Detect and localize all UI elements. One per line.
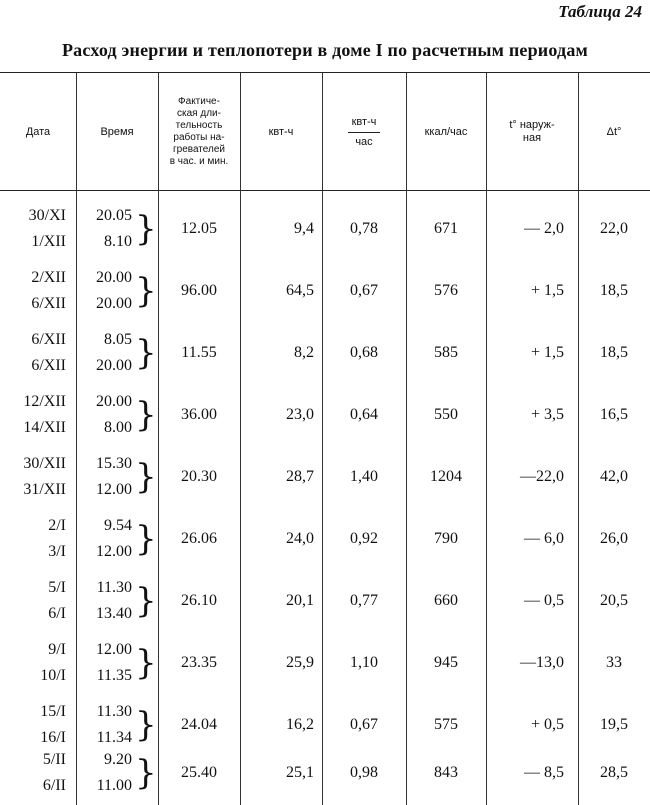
- rate-cell: 0,64: [350, 406, 378, 423]
- rate-cell: 0,67: [350, 716, 378, 733]
- kwh-cell: 24,0: [286, 530, 314, 547]
- table-row: [0, 742, 650, 804]
- kcal-cell: 575: [434, 716, 458, 733]
- end-time: 12.00: [96, 481, 132, 498]
- table-row: [0, 570, 650, 632]
- date-cell: [0, 198, 74, 260]
- date-cell: [0, 742, 74, 804]
- header-rate: [322, 76, 406, 188]
- table-row: [0, 384, 650, 446]
- kwh-cell: 64,5: [286, 282, 314, 299]
- kcal-cell: 660: [434, 592, 458, 609]
- start-date: 9/I: [48, 641, 66, 658]
- start-date: 5/II: [42, 751, 66, 768]
- start-time: 11.30: [96, 579, 132, 596]
- rate-cell: 0,78: [350, 220, 378, 237]
- header-top-rule: [0, 72, 650, 73]
- start-date: 2/I: [48, 517, 66, 534]
- end-time: 12.00: [96, 543, 132, 560]
- outdoor-temp-cell: — 0,5: [524, 592, 564, 609]
- start-date: 5/I: [48, 579, 66, 596]
- table-row: [0, 322, 650, 384]
- brace: }: [135, 395, 157, 435]
- start-time: 9.54: [104, 517, 132, 534]
- rate-cell: 0,68: [350, 344, 378, 361]
- brace: }: [135, 333, 157, 373]
- date-cell: [0, 570, 74, 632]
- delta-t-cell: 20,5: [600, 592, 628, 609]
- duration-cell: 24.04: [181, 716, 217, 733]
- outdoor-temp-cell: —22,0: [520, 468, 564, 485]
- header-delta-t: Δt°: [606, 125, 622, 138]
- kcal-cell: 790: [434, 530, 458, 547]
- header-bottom-rule: [0, 190, 650, 191]
- kcal-cell: 1204: [430, 468, 462, 485]
- end-time: 11.35: [96, 667, 132, 684]
- start-date: 6/XII: [31, 331, 66, 348]
- end-date: 1/XII: [31, 233, 66, 250]
- duration-cell: 23.35: [181, 654, 217, 671]
- end-date: 6/I: [48, 605, 66, 622]
- kwh-cell: 8,2: [294, 344, 314, 361]
- duration-cell: 26.06: [181, 530, 217, 547]
- header-rate-denominator: час: [355, 135, 373, 148]
- start-date: 12/XII: [23, 393, 66, 410]
- kwh-cell: 23,0: [286, 406, 314, 423]
- delta-t-cell: 28,5: [600, 764, 628, 781]
- start-time: 20.05: [96, 207, 132, 224]
- header-duration-line: работы на-: [173, 132, 225, 143]
- brace: }: [135, 643, 157, 683]
- header-outdoor-temp: [486, 76, 578, 188]
- duration-cell: 26.10: [181, 592, 217, 609]
- duration-cell: 11.55: [181, 344, 217, 361]
- kcal-cell: 585: [434, 344, 458, 361]
- end-time: 8.10: [104, 233, 132, 250]
- header-time: Время: [100, 125, 134, 138]
- rate-cell: 0,67: [350, 282, 378, 299]
- rate-cell: 1,40: [350, 468, 378, 485]
- header-kcal: ккал/час: [424, 125, 468, 138]
- outdoor-temp-cell: + 1,5: [530, 344, 564, 361]
- outdoor-temp-cell: — 2,0: [524, 220, 564, 237]
- outdoor-temp-cell: — 6,0: [524, 530, 564, 547]
- header-kwh: квт-ч: [268, 125, 294, 138]
- end-time: 20.00: [96, 295, 132, 312]
- end-time: 8.00: [104, 419, 132, 436]
- start-date: 15/I: [40, 703, 66, 720]
- end-date: 6/II: [42, 777, 66, 794]
- date-cell: [0, 446, 74, 508]
- kcal-cell: 945: [434, 654, 458, 671]
- delta-t-cell: 33: [606, 654, 622, 671]
- duration-cell: 12.05: [181, 220, 217, 237]
- kcal-cell: 576: [434, 282, 458, 299]
- kwh-cell: 20,1: [286, 592, 314, 609]
- table-row: [0, 446, 650, 508]
- start-time: 8.05: [104, 331, 132, 348]
- table-title: Расход энергии и теплопотери в доме I по расчетным периодам: [61, 40, 589, 60]
- header-duration-line: Фактиче-: [178, 96, 220, 107]
- kcal-cell: 550: [434, 406, 458, 423]
- end-date: 10/I: [40, 667, 66, 684]
- duration-cell: 20.30: [181, 468, 217, 485]
- brace: }: [135, 519, 157, 559]
- end-date: 31/XII: [23, 481, 66, 498]
- date-cell: [0, 384, 74, 446]
- header-duration-line: гревателей: [172, 144, 225, 155]
- delta-t-cell: 42,0: [600, 468, 628, 485]
- end-date: 6/XII: [31, 295, 66, 312]
- start-time: 15.30: [96, 455, 132, 472]
- end-time: 11.34: [96, 729, 132, 746]
- start-time: 9.20: [104, 751, 132, 768]
- header-rate-numerator: квт-ч: [348, 116, 381, 133]
- brace: }: [135, 209, 157, 249]
- end-date: 6/XII: [31, 357, 66, 374]
- brace: }: [135, 581, 157, 621]
- date-cell: [0, 632, 74, 694]
- delta-t-cell: 16,5: [600, 406, 628, 423]
- kcal-cell: 671: [434, 220, 458, 237]
- outdoor-temp-cell: — 8,5: [524, 764, 564, 781]
- rate-cell: 1,10: [350, 654, 378, 671]
- brace: }: [135, 753, 157, 793]
- delta-t-cell: 18,5: [600, 282, 628, 299]
- date-cell: [0, 508, 74, 570]
- start-time: 11.30: [96, 703, 132, 720]
- rate-cell: 0,98: [350, 764, 378, 781]
- header-duration-line: в час. и мин.: [169, 156, 229, 167]
- duration-cell: 25.40: [181, 764, 217, 781]
- header-duration: [158, 76, 240, 188]
- start-time: 20.00: [96, 393, 132, 410]
- kwh-cell: 28,7: [286, 468, 314, 485]
- outdoor-temp-cell: —13,0: [520, 654, 564, 671]
- table-row: [0, 508, 650, 570]
- kcal-cell: 843: [434, 764, 458, 781]
- end-time: 20.00: [96, 357, 132, 374]
- delta-t-cell: 19,5: [600, 716, 628, 733]
- outdoor-temp-cell: + 3,5: [530, 406, 564, 423]
- table-row: [0, 260, 650, 322]
- table-row: [0, 632, 650, 694]
- end-time: 13.40: [96, 605, 132, 622]
- kwh-cell: 9,4: [294, 220, 314, 237]
- end-date: 3/I: [48, 543, 66, 560]
- end-time: 11.00: [96, 777, 132, 794]
- header-duration-line: ская дли-: [177, 108, 221, 119]
- rate-cell: 0,92: [350, 530, 378, 547]
- outdoor-temp-cell: + 1,5: [530, 282, 564, 299]
- delta-t-cell: 26,0: [600, 530, 628, 547]
- brace: }: [135, 705, 157, 745]
- duration-cell: 36.00: [181, 406, 217, 423]
- delta-t-cell: 18,5: [600, 344, 628, 361]
- start-time: 20.00: [96, 269, 132, 286]
- table-number: Таблица 24: [558, 2, 642, 21]
- end-date: 16/I: [40, 729, 66, 746]
- date-cell: [0, 322, 74, 384]
- outdoor-temp-cell: + 0,5: [530, 716, 564, 733]
- header-date: Дата: [25, 125, 51, 138]
- start-date: 30/XI: [28, 207, 66, 224]
- end-date: 14/XII: [23, 419, 66, 436]
- start-date: 30/XII: [23, 455, 66, 472]
- header-temp-line: ная: [522, 132, 542, 144]
- duration-cell: 96.00: [181, 282, 217, 299]
- brace: }: [135, 457, 157, 497]
- delta-t-cell: 22,0: [600, 220, 628, 237]
- kwh-cell: 16,2: [286, 716, 314, 733]
- header-duration-line: тельность: [175, 120, 223, 131]
- kwh-cell: 25,1: [286, 764, 314, 781]
- date-cell: [0, 260, 74, 322]
- table-row: [0, 198, 650, 260]
- header-temp-line: t° наруж-: [509, 119, 555, 131]
- rate-cell: 0,77: [350, 592, 378, 609]
- start-date: 2/XII: [31, 269, 66, 286]
- brace: }: [135, 271, 157, 311]
- kwh-cell: 25,9: [286, 654, 314, 671]
- start-time: 12.00: [96, 641, 132, 658]
